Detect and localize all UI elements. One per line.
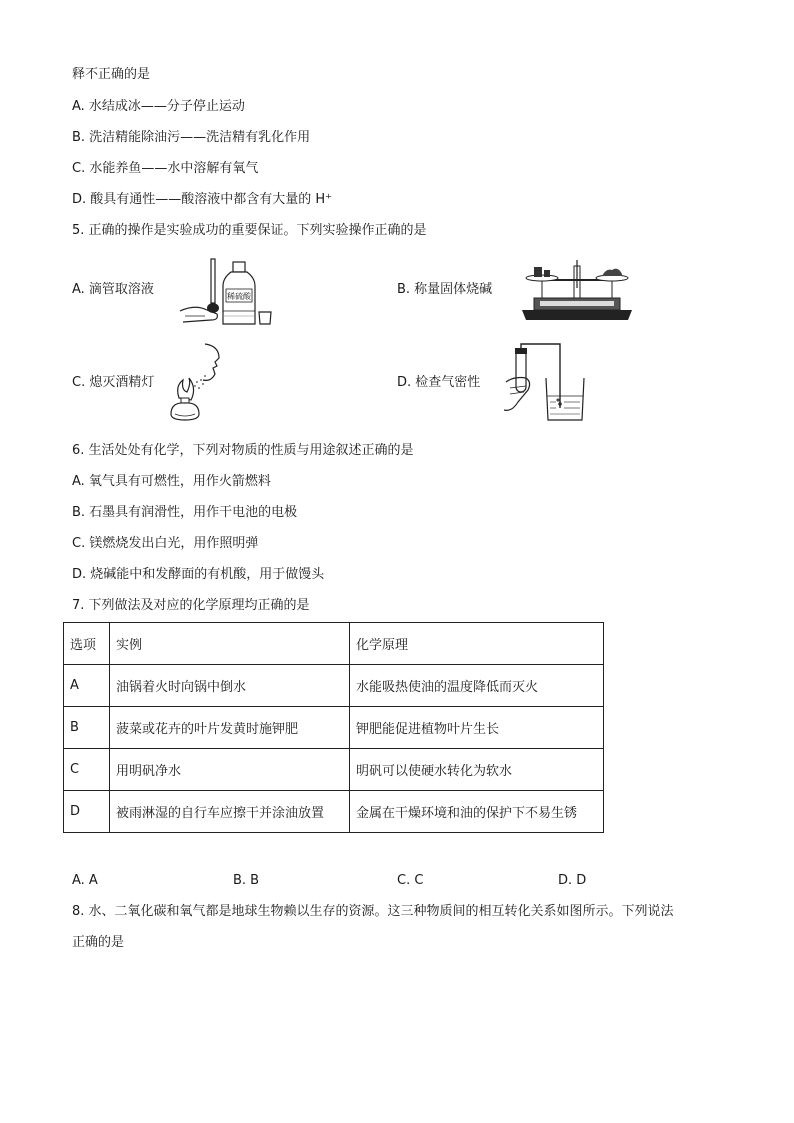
cell-principle: 钾肥能促进植物叶片生长	[350, 707, 604, 749]
q8-stem-line2: 正确的是	[72, 935, 125, 950]
q6-stem: 6. 生活处处有化学，下列对物质的性质与用途叙述正确的是	[72, 443, 414, 458]
cell-option: C	[64, 749, 110, 791]
q5-option-c: C. 熄灭酒精灯	[72, 375, 155, 390]
q5-option-b: B. 称量固体烧碱	[397, 282, 493, 297]
table-row	[64, 749, 604, 791]
q7-answer-b: B. B	[233, 873, 260, 888]
q7-answer-d: D. D	[558, 873, 587, 888]
table-row	[64, 707, 604, 749]
q7-answer-a: A. A	[72, 873, 98, 888]
cell-principle: 明矾可以使硬水转化为软水	[350, 749, 604, 791]
q5-option-d: D. 检查气密性	[397, 375, 481, 390]
cell-example: 用明矾净水	[110, 749, 350, 791]
q6-option-d: D. 烧碱能中和发酵面的有机酸，用于做馒头	[72, 567, 325, 582]
q4-option-d: D. 酸具有通性——酸溶液中都含有大量的 H⁺	[72, 192, 333, 207]
q6-option-c: C. 镁燃烧发出白光，用作照明弹	[72, 536, 259, 551]
cell-example: 被雨淋湿的自行车应擦干并涂油放置	[110, 791, 350, 833]
cell-example: 油锅着火时向锅中倒水	[110, 665, 350, 707]
q4-option-b: B. 洗洁精能除油污——洗洁精有乳化作用	[72, 130, 311, 145]
airtight-check-icon	[500, 342, 588, 422]
q6-option-b: B. 石墨具有润滑性，用作干电池的电极	[72, 505, 298, 520]
q7-table	[63, 622, 604, 833]
table-row	[64, 791, 604, 833]
cell-principle: 金属在干燥环境和油的保护下不易生锈	[350, 791, 604, 833]
header-example: 实例	[110, 623, 350, 665]
q4-option-a: A. 水结成冰——分子停止运动	[72, 99, 245, 114]
table-header-row	[64, 623, 604, 665]
q4-stem-tail: 释不正确的是	[72, 67, 151, 82]
cell-option: D	[64, 791, 110, 833]
q8-stem-line1: 8. 水、二氧化碳和氧气都是地球生物赖以生存的资源。这三种物质间的相互转化关系如图所示。下列说法	[72, 904, 674, 919]
table-row	[64, 665, 604, 707]
alcohol-lamp-icon	[165, 342, 240, 424]
cell-option: A	[64, 665, 110, 707]
balance-scale-icon	[518, 258, 636, 322]
q5-option-a: A. 滴管取溶液	[72, 282, 154, 297]
q5-stem: 5. 正确的操作是实验成功的重要保证。下列实验操作正确的是	[72, 223, 427, 238]
q6-option-a: A. 氧气具有可燃性，用作火箭燃料	[72, 474, 271, 489]
bottle-label: 稀硫酸	[227, 292, 251, 301]
cell-option: B	[64, 707, 110, 749]
q7-stem: 7. 下列做法及对应的化学原理均正确的是	[72, 598, 310, 613]
header-principle: 化学原理	[350, 623, 604, 665]
q4-option-c: C. 水能养鱼——水中溶解有氧气	[72, 161, 259, 176]
dropper-bottle-icon	[175, 256, 275, 328]
cell-principle: 水能吸热使油的温度降低而灭火	[350, 665, 604, 707]
q7-answer-c: C. C	[397, 873, 424, 888]
header-option: 选项	[64, 623, 110, 665]
cell-example: 菠菜或花卉的叶片发黄时施钾肥	[110, 707, 350, 749]
